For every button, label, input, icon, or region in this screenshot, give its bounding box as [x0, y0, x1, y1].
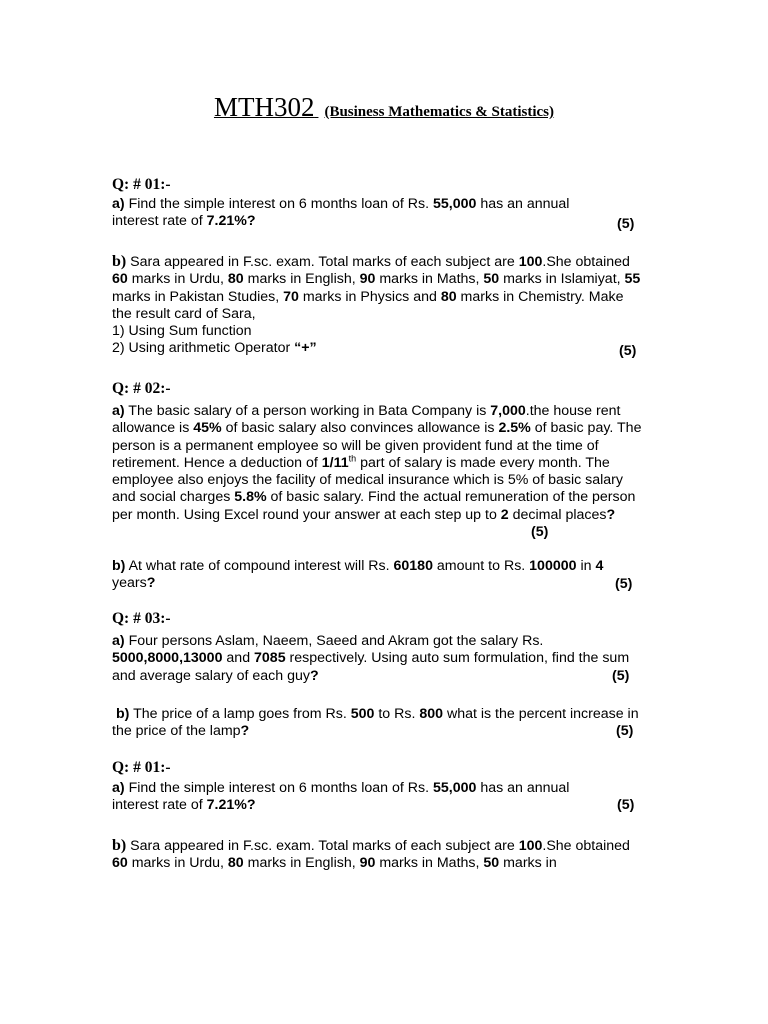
part-label: a)	[112, 403, 125, 419]
question-text: Find the simple interest on 6 months loan of Rs. 55,000 has an annual interest rate of 7.21%?	[112, 196, 570, 230]
marks-badge: (5)	[531, 524, 549, 540]
question-text: Sara appeared in F.sc. exam. Total marks of each subject are 100.She obtained 60 marks in Urdu, 80 marks in English, 90 marks in Maths, 50 marks in Islamiyat, 55 marks in Pakistan Studies, 70 marks in Physics and 80 marks in Chemistry. Make the result card of Sara, 1) Using Sum function 2) Using arithmetic Operator “+”	[112, 254, 641, 357]
part-label: a)	[112, 780, 125, 796]
question-3b	[112, 706, 642, 741]
question-3-heading: Q: # 03:-	[112, 610, 171, 627]
marks-badge: (5)	[616, 723, 634, 739]
question-text: At what rate of compound interest will Rs. 60180 amount to Rs. 100000 in 4 years?	[112, 558, 604, 592]
question-text: The price of a lamp goes from Rs. 500 to Rs. 800 what is the percent increase in the price of the lamp?	[112, 706, 639, 740]
question-1a	[112, 196, 612, 231]
question-1-repeat-heading: Q: # 01:-	[112, 759, 171, 776]
question-1b-repeat	[112, 837, 642, 873]
part-label: a)	[112, 196, 125, 212]
part-label: b)	[112, 253, 127, 270]
page-title	[0, 92, 768, 123]
marks-badge: (5)	[615, 576, 633, 592]
marks-badge: (5)	[617, 797, 635, 813]
marks-badge: (5)	[619, 343, 637, 359]
course-name: (Business Mathematics & Statistics)	[324, 104, 555, 120]
question-1b	[112, 253, 642, 358]
part-label: b)	[112, 837, 127, 854]
part-label: a)	[112, 633, 125, 649]
question-1a-repeat	[112, 780, 612, 815]
part-label: b)	[116, 706, 130, 722]
course-code: MTH302	[213, 92, 315, 122]
question-2-heading: Q: # 02:-	[112, 380, 171, 397]
question-1-heading: Q: # 01:-	[112, 176, 171, 193]
question-2b	[112, 558, 642, 593]
question-3a	[112, 633, 642, 685]
question-2a	[112, 403, 642, 524]
question-text: Find the simple interest on 6 months loan of Rs. 55,000 has an annual interest rate of 7.21%?	[112, 780, 570, 814]
marks-badge: (5)	[617, 216, 635, 232]
part-label: b)	[112, 558, 126, 574]
question-text: Four persons Aslam, Naeem, Saeed and Akram got the salary Rs. 5000,8000,13000 and 7085 respectively. Using auto sum formulation, find the sum and average salary of each guy?	[112, 633, 630, 684]
marks-badge: (5)	[612, 668, 630, 684]
question-text: Sara appeared in F.sc. exam. Total marks of each subject are 100.She obtained 60 marks in Urdu, 80 marks in English, 90 marks in Maths, 50 marks in	[112, 838, 630, 872]
question-text: The basic salary of a person working in Bata Company is 7,000.the house rent allowance is 45% of basic salary also convinces allowance is 2.5% of basic pay. The person is a permanent employee so will be given provident fund at the time of retirement. Hence a deduction of 1/11th part of salary is made every month. The employee also enjoys the facility of medical insurance which is 5% of basic salary and social charges 5.8% of basic salary. Find the actual remuneration of the person per month. Using Excel round your answer at each step up to 2 decimal places?	[112, 403, 642, 523]
